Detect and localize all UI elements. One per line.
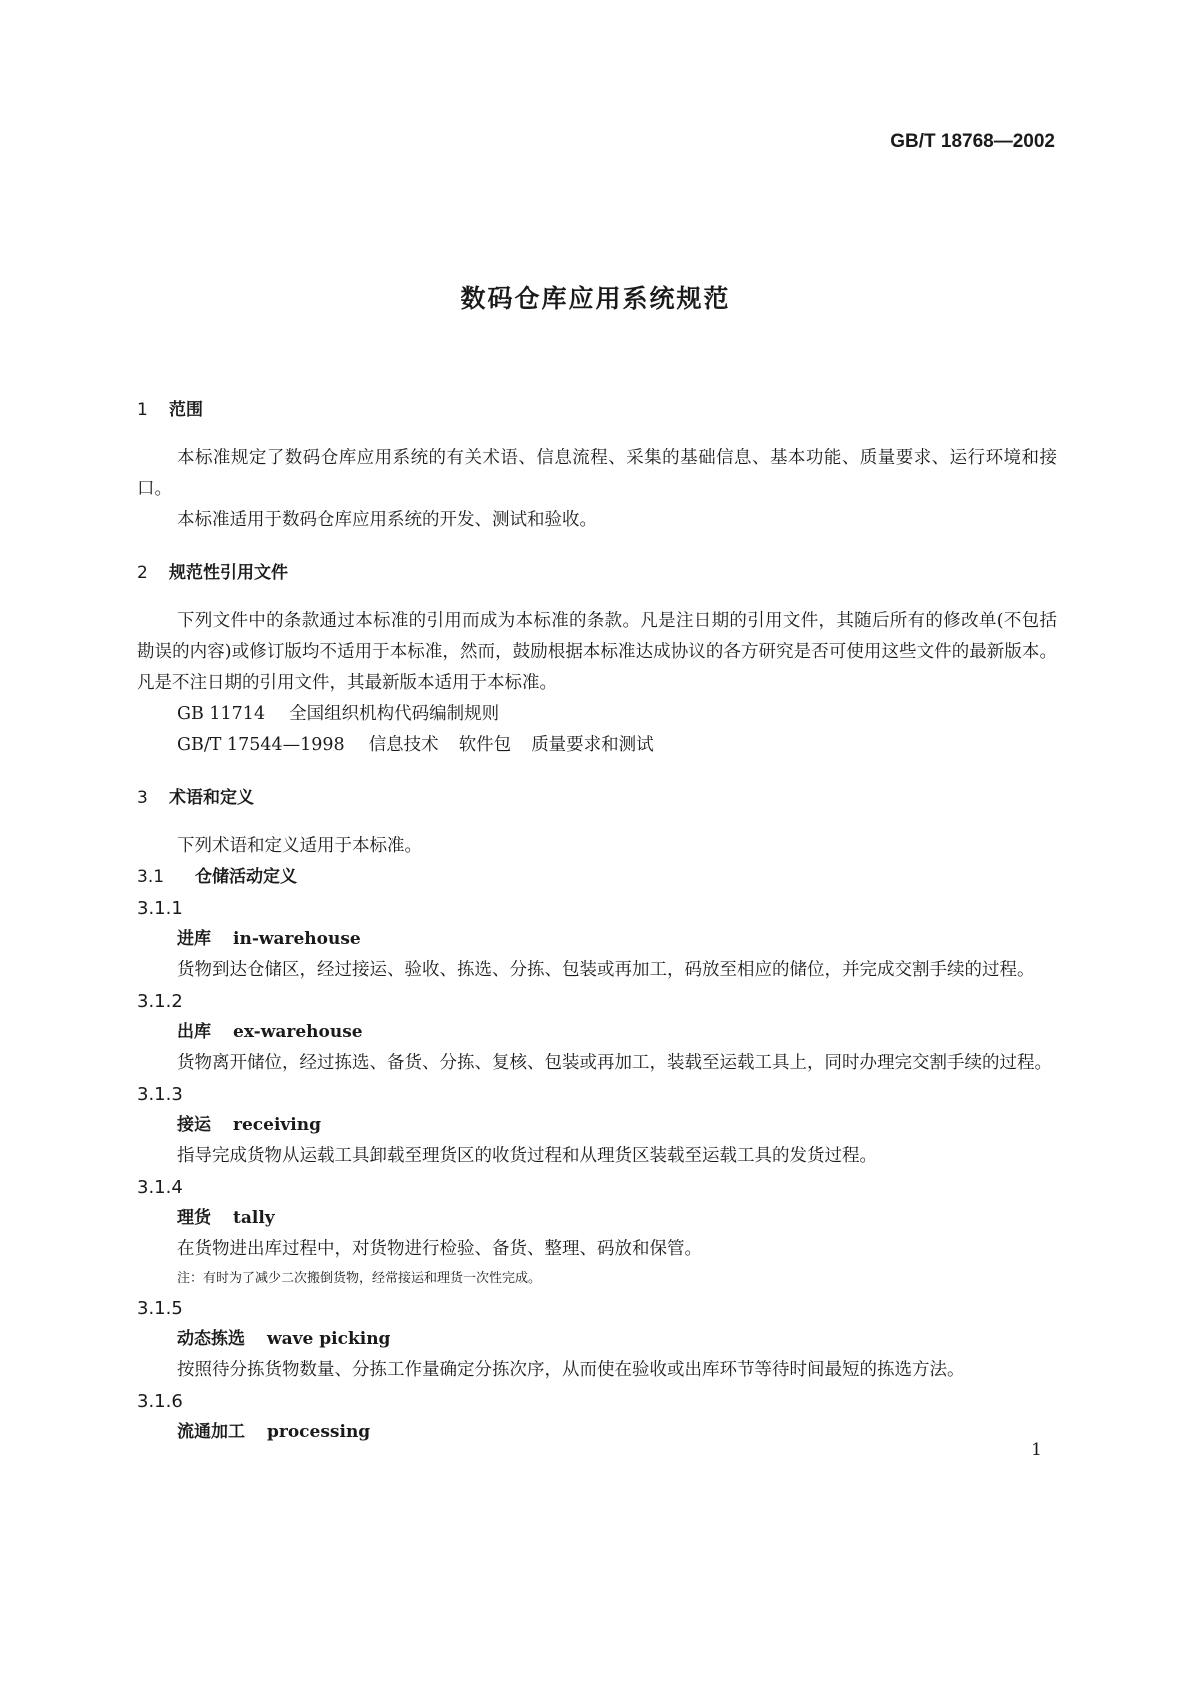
paragraph: 下列文件中的条款通过本标准的引用而成为本标准的条款。凡是注日期的引用文件，其随后所有的修改单(不包括勘误的内容)或修订版均不适用于本标准，然而，鼓励根据本标准达成协议的各方研究是否可使用这些文件的最新版本。凡是不注日期的引用文件，其最新版本适用于本标准。 xyxy=(137,611,1057,693)
term-entry xyxy=(137,1017,1057,1048)
subsection-number: 3.1 xyxy=(137,867,165,887)
term-number: 3.1.5 xyxy=(137,1298,183,1319)
section-title: 术语和定义 xyxy=(169,788,254,808)
reference-title-part: 软件包 xyxy=(458,735,512,755)
paragraph: 本标准规定了数码仓库应用系统的有关术语、信息流程、采集的基础信息、基本功能、质量要求、运行环境和接口。 xyxy=(137,448,1057,499)
term-definition: 按照待分拣货物数量、分拣工作量确定分拣次序，从而使在验收或出库环节等待时间最短的拣选方法。 xyxy=(177,1360,965,1380)
term-number: 3.1.4 xyxy=(137,1177,183,1198)
reference-item xyxy=(137,699,1057,730)
section-title: 规范性引用文件 xyxy=(169,563,288,583)
term-number: 3.1.6 xyxy=(137,1391,183,1412)
section-title: 范围 xyxy=(169,400,203,420)
term-number: 3.1.2 xyxy=(137,991,183,1012)
term-en: in-warehouse xyxy=(233,929,361,949)
subsection-title: 仓储活动定义 xyxy=(195,867,297,887)
term-number: 3.1.1 xyxy=(137,898,183,919)
term-zh: 进库 xyxy=(177,929,211,949)
section-number: 1 xyxy=(137,400,148,420)
section-heading-normative-references xyxy=(137,558,1057,588)
reference-code: GB/T 17544—1998 xyxy=(177,735,345,755)
term-entry xyxy=(137,1324,1057,1355)
term-entry xyxy=(137,1203,1057,1234)
paragraph: 下列术语和定义适用于本标准。 xyxy=(177,836,422,856)
term-en: wave picking xyxy=(267,1329,391,1349)
term-zh: 流通加工 xyxy=(177,1422,245,1442)
section-number: 3 xyxy=(137,788,148,808)
reference-title: 全国组织机构代码编制规则 xyxy=(289,704,500,724)
term-definition: 在货物进出库过程中，对货物进行检验、备货、整理、码放和保管。 xyxy=(177,1239,702,1259)
section-number: 2 xyxy=(137,563,148,583)
page-number: 1 xyxy=(1031,1440,1042,1460)
term-zh: 接运 xyxy=(177,1115,211,1135)
paragraph: 本标准适用于数码仓库应用系统的开发、测试和验收。 xyxy=(177,510,597,530)
term-number: 3.1.3 xyxy=(137,1084,183,1105)
reference-title: 信息技术 xyxy=(368,735,439,755)
section-heading-scope xyxy=(137,395,1057,425)
term-en: receiving xyxy=(233,1115,321,1135)
term-en: ex-warehouse xyxy=(233,1022,363,1042)
term-zh: 动态拣选 xyxy=(177,1329,245,1349)
term-entry xyxy=(137,1417,1057,1448)
reference-code: GB 11714 xyxy=(177,704,266,724)
document-title: 数码仓库应用系统规范 xyxy=(460,284,731,313)
term-definition: 指导完成货物从运载工具卸载至理货区的收货过程和从理货区装载至运载工具的发货过程。 xyxy=(177,1146,877,1166)
term-en: processing xyxy=(267,1422,371,1442)
subsection-heading xyxy=(137,862,1057,893)
document-body xyxy=(137,395,1057,1448)
section-heading-terms xyxy=(137,783,1057,813)
term-definition: 货物离开储位，经过拣选、备货、分拣、复核、包装或再加工，装载至运载工具上，同时办理完交割手续的过程。 xyxy=(177,1053,1052,1073)
term-en: tally xyxy=(233,1208,275,1228)
term-entry xyxy=(137,1110,1057,1141)
reference-item xyxy=(137,730,1057,761)
standard-code: GB/T 18768—2002 xyxy=(890,131,1055,152)
term-note: 注：有时为了减少二次搬倒货物，经常接运和理货一次性完成。 xyxy=(177,1271,542,1286)
term-entry xyxy=(137,924,1057,955)
reference-title-part: 质量要求和测试 xyxy=(531,735,654,755)
term-zh: 出库 xyxy=(177,1022,211,1042)
term-definition: 货物到达仓储区，经过接运、验收、拣选、分拣、包装或再加工，码放至相应的储位，并完成交割手续的过程。 xyxy=(177,960,1035,980)
term-zh: 理货 xyxy=(177,1208,211,1228)
